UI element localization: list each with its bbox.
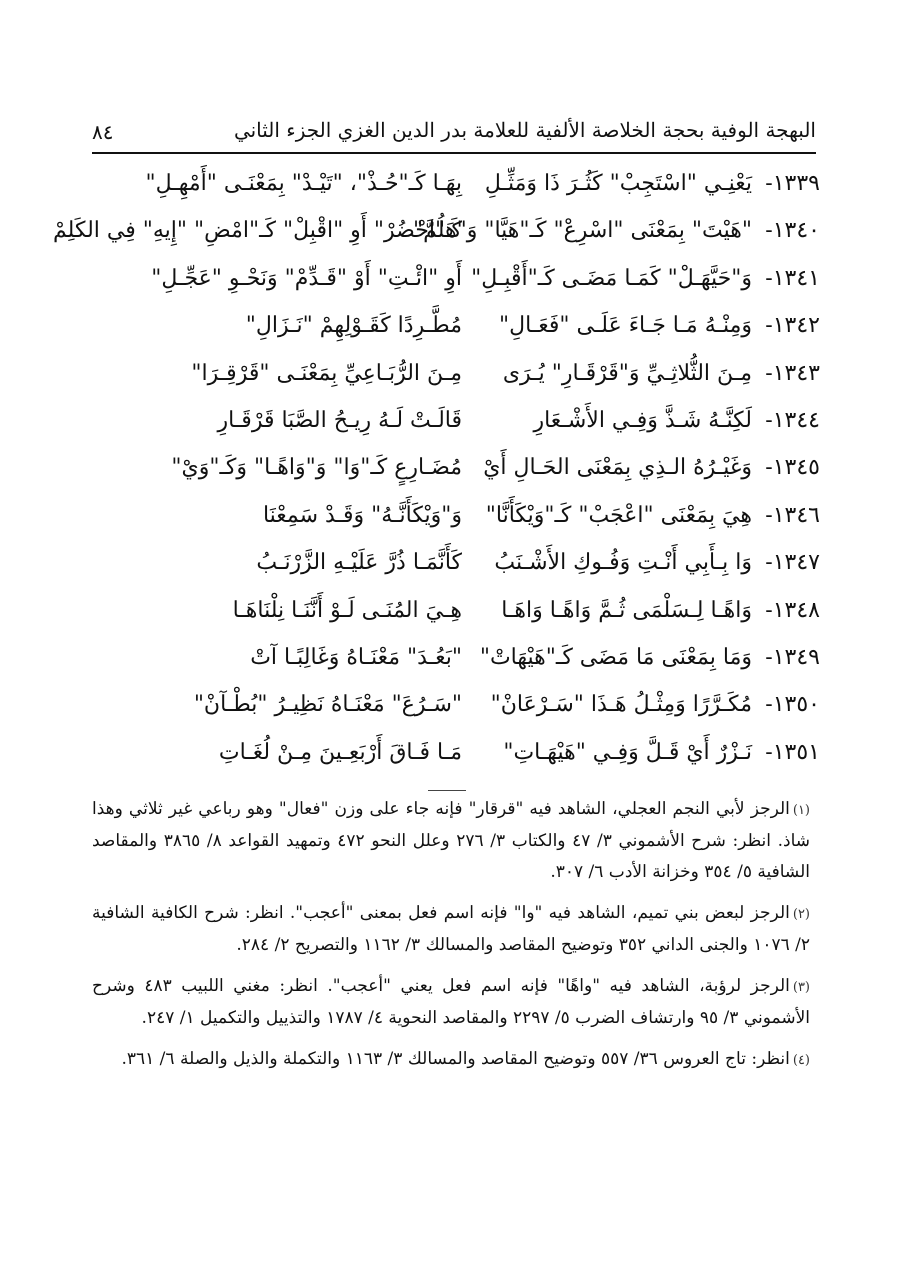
footnote-text: الرجز لبعض بني تميم، الشاهد فيه "وا" فإنه اسم فعل بمعنى "أعجب". انظر: شرح الكافية الشافية ٢/ ١٠٧٦ والجنى الداني ٣٥٢ وتوضيح المقاصد والمسالك ٣/ ١١٦٢ والتصريح ٢/ ٢٨٤. — [92, 903, 810, 955]
verse-line — [92, 492, 820, 539]
verse-first-hemistich: مُكَـرَّرًا وَمِثْـلُ هَـذَا "سَـرْعَانْ" — [490, 692, 752, 718]
footnote-text: الرجز لرؤبة، الشاهد فيه "واهًا" فإنه اسم فعل يعني "أعجب". انظر: مغني اللبيب ٤٨٣ وشرح الأشموني ٣/ ٩٥ وارتشاف الضرب ٥/ ٢٢٩٧ والمقاصد النحوية ٤/ ١٧٨٧ والتذييل والتكميل ١/ ٢٤٧. — [92, 976, 810, 1028]
verse-first-hemistich: "هَيْتَ" بِمَعْنَى "اسْرِعْ" كَـ"هَيَّا" وَ"هَلُمَّ" — [412, 218, 752, 244]
verse-second-hemistich: قَالَـتْ لَـهُ رِيـحُ الصَّبَا قَرْقَـارِ — [217, 407, 462, 433]
verse-second-hemistich: هِـيَ المُنَـى لَـوْ أَنَّنَـا نِلْنَاهَـا — [232, 597, 462, 623]
verse-second-hemistich: مُضَـارِعٍ كَـ"وَا" وَ"وَاهًـا" وَكَـ"وَيْ" — [171, 455, 462, 481]
verse-line — [92, 255, 820, 302]
footnote-text: الرجز لأبي النجم العجلي، الشاهد فيه "قرقار" فإنه جاء على وزن "فعال" وهو رباعي غير ثلاثي وهذا شاذ. انظر: شرح الأشموني ٣/ ٤٧ والكتاب ٣/ ٢٧٦ وعلل النحو ٤٧٢ وتمهيد القواعد ٨/ ٣٨٦٥ والمقاصد الشافية ٥/ ٣٥٤ وخزانة الأدب ٦/ ٣٠٧. — [92, 799, 810, 882]
verse-line — [92, 539, 820, 586]
verse-number: ١٣٤٣- — [765, 360, 820, 386]
verse-first-hemistich: نَـزْرٌ أَيْ قَـلَّ وَفِـي "هَيْهَـاتِ" — [503, 739, 752, 765]
verse-first-hemistich: وَمَا بِمَعْنَى مَا مَضَى كَـ"هَيْهَاتْ" — [479, 644, 752, 670]
verse-second-hemistich: "بَعُـدَ" مَعْنَـاهُ وَغَالِبًـا آتْ — [250, 644, 462, 670]
verse-number: ١٣٤٤- — [765, 407, 820, 433]
page-number: ٨٤ — [92, 120, 114, 144]
page-header — [92, 118, 816, 154]
verse-second-hemistich: كَـ"احْضُرْ" أَوِ "اقْبِلْ" كَـ"امْضِ" "إِيهِ" فِي الكَلِمْ — [53, 218, 462, 244]
footnote-marker: (٣) — [792, 980, 810, 995]
verse-line — [92, 634, 820, 681]
verse-number: ١٣٥٠- — [765, 692, 820, 718]
verse-number: ١٣٤٧- — [765, 550, 820, 576]
verse-first-hemistich: لَكِنَّـهُ شَـذَّ وَفِـي الأَشْـعَارِ — [533, 407, 752, 433]
footnote-text: انظر: تاج العروس ٣٦/ ٥٥٧ وتوضيح المقاصد والمسالك ٣/ ١١٦٣ والتكملة والذيل والصلة ٦/ ٣٦١. — [121, 1049, 790, 1069]
verse-second-hemistich: بِهَـا كَـ"حُـذْ"، "تَيْـدْ" بِمَعْنَـى "أَمْهِـلِ" — [145, 171, 462, 196]
verse-number: ١٣٤٠- — [765, 218, 820, 244]
footnotes — [92, 794, 814, 1086]
verse-first-hemistich: وَمِنْـهُ مَـا جَـاءَ عَلَـى "فَعَـالِ" — [499, 313, 752, 339]
verse-first-hemistich: وَا بِـأَبِي أَنْـتِ وَفُـوكِ الأَشْـنَبُ — [494, 550, 752, 576]
verse-line — [92, 681, 820, 728]
verse-second-hemistich: "سَـرُعَ" مَعْنَـاهُ نَظِيـرُ "بُطْـآنْ" — [193, 692, 462, 718]
footnote — [92, 971, 814, 1034]
verse-first-hemistich: هِيَ بِمَعْنَى "اعْجَبْ" كَـ"وَيْكَأَنَّا" — [485, 502, 752, 528]
verse-number: ١٣٤٩- — [765, 644, 820, 670]
verse-first-hemistich: وَاهًـا لِـسَلْمَى ثُـمَّ وَاهًـا وَاهَـا — [501, 597, 752, 623]
footnote-marker: (٢) — [792, 907, 810, 922]
verse-line — [53, 207, 820, 254]
verse-list — [53, 160, 820, 776]
verse-first-hemistich: وَغَيْـرُهُ الـذِي بِمَعْنَى الحَـالِ أَيْ — [483, 455, 752, 481]
footnote — [92, 898, 814, 961]
verse-second-hemistich: كَأَنَّمَـا ذُرَّ عَلَيْـهِ الزَّرْنَـبُ — [256, 550, 462, 576]
verse-number: ١٣٤٨- — [765, 597, 820, 623]
verse-line — [92, 302, 820, 349]
verse-first-hemistich: يَعْنِـي "اسْتَجِبْ" كَثُـرَ ذَا وَمَثِّـلِ — [484, 171, 752, 196]
footnote-separator — [428, 790, 466, 791]
verse-line — [92, 350, 820, 397]
verse-number: ١٣٤٢- — [765, 313, 820, 339]
footnote — [92, 1044, 814, 1076]
verse-second-hemistich: وَ"وَيْكَأَنَّـهُ" وَقَـدْ سَمِعْنَا — [262, 502, 462, 528]
verse-line — [92, 160, 820, 207]
verse-first-hemistich: وَ"حَيَّهَـلْ" كَمَـا مَضَـى كَـ"أَقْبِـلِ" — [471, 265, 752, 291]
verse-second-hemistich: مَـا فَـاقَ أَرْبَعِـينَ مِـنْ لُغَـاتِ — [218, 739, 462, 765]
verse-line — [92, 444, 820, 491]
verse-number: ١٣٣٩- — [765, 171, 820, 196]
verse-number: ١٣٤٥- — [765, 455, 820, 481]
verse-number: ١٣٤٦- — [765, 502, 820, 528]
verse-first-hemistich: مِـنَ الثُّلاثِـيِّ وَ"قَرْقَـارِ" يُـرَى — [502, 360, 752, 386]
verse-line — [92, 729, 820, 776]
verse-second-hemistich: مُطَّـرِدًا كَقَـوْلِهِمْ "نَـزَالِ" — [245, 313, 462, 339]
verse-second-hemistich: مِـنَ الرُّبَـاعِيِّ بِمَعْنَـى "قَرْقِـرَا" — [191, 360, 462, 386]
running-title: البهجة الوفية بحجة الخلاصة الألفية للعلامة بدر الدين الغزي الجزء الثاني — [233, 118, 816, 142]
verse-second-hemistich: أَوِ "ائْـتِ" أَوْ "قَـدِّمْ" وَنَحْـوِ "عَجِّـلِ" — [151, 265, 462, 291]
verse-number: ١٣٥١- — [765, 739, 820, 765]
footnote-marker: (٤) — [792, 1053, 810, 1068]
verse-line — [92, 397, 820, 444]
footnote-marker: (١) — [792, 803, 810, 818]
verse-line — [92, 587, 820, 634]
footnote — [92, 794, 814, 888]
verse-number: ١٣٤١- — [765, 265, 820, 291]
